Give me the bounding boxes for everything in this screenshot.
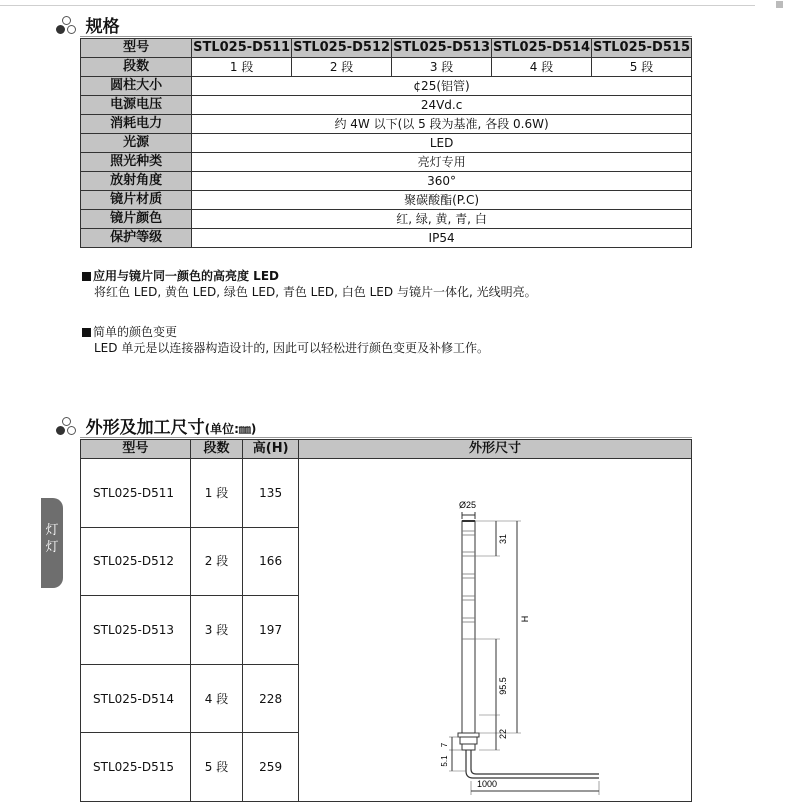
dim-tiers-header: 段数 [190, 440, 243, 459]
spec-model-cell: STL025-D514 [492, 39, 592, 58]
dim-tiers-cell: 5 段 [190, 733, 243, 802]
spec-row [81, 134, 692, 153]
spec-row [81, 210, 692, 229]
spec-row-label: 光源 [81, 134, 192, 153]
spec-title-rule [80, 36, 692, 37]
spec-row-label: 圆柱大小 [81, 77, 192, 96]
spec-header-row [81, 39, 692, 58]
feature-heading: 简单的颜色变更 [82, 324, 489, 340]
spec-row-label: 放射角度 [81, 172, 192, 191]
drawing-cell [298, 459, 691, 802]
dim-unit: (单位:㎜) [204, 422, 257, 436]
spec-row-value: ¢25(铝管) [192, 77, 692, 96]
dim-section-title: 外形及加工尺寸(单位:㎜) [54, 413, 256, 438]
dim-height-cell: 259 [243, 733, 299, 802]
spec-row-label: 消耗电力 [81, 115, 192, 134]
spec-tiers-row [81, 58, 692, 77]
dimension-table [80, 439, 692, 802]
spec-tier-cell: 3 段 [392, 58, 492, 77]
dim-height-cell: 228 [243, 664, 299, 733]
side-tab: 灯 灯 [41, 498, 63, 588]
spec-tier-cell: 5 段 [592, 58, 692, 77]
spec-row-value: 聚碳酸酯(P.C) [192, 191, 692, 210]
spec-row-label: 保护等级 [81, 229, 192, 248]
spec-tier-cell: 4 段 [492, 58, 592, 77]
spec-table [80, 38, 692, 248]
spec-row-label: 段数 [81, 58, 192, 77]
spec-row-value: 24Vd.c [192, 96, 692, 115]
dim-model-cell: STL025-D511 [81, 459, 191, 528]
feature-body: 将红色 LED, 黄色 LED, 绿色 LED, 青色 LED, 白色 LED 与镜片一体化, 光线明亮。 [94, 285, 537, 299]
dim-height-header: 高(H) [243, 440, 299, 459]
spec-row [81, 77, 692, 96]
dim-height-cell: 135 [243, 459, 299, 528]
spec-row-label: 镜片材质 [81, 191, 192, 210]
feature-heading: 应用与镜片同一颜色的高亮度 LED [82, 268, 537, 284]
spec-row [81, 96, 692, 115]
base-flange [458, 733, 479, 737]
dim-model-cell: STL025-D515 [81, 733, 191, 802]
spec-row-label: 电源电压 [81, 96, 192, 115]
bend-height-label: 5.1 [439, 755, 449, 767]
square-bullet-icon [82, 272, 91, 281]
spec-row [81, 229, 692, 248]
spec-model-cell: STL025-D515 [592, 39, 692, 58]
cable-length-label: 1000 [476, 779, 497, 789]
dim-height-cell: 166 [243, 527, 299, 596]
circles-icon [54, 16, 80, 36]
feature-block [82, 268, 537, 300]
dim-model-cell: STL025-D514 [81, 664, 191, 733]
total-height-label: H [519, 615, 530, 623]
circles-icon [54, 417, 80, 437]
spec-row-value: LED [192, 134, 692, 153]
spec-tier-cell: 1 段 [192, 58, 292, 77]
square-bullet-icon [82, 328, 91, 337]
spec-section-title: 规格 [54, 12, 120, 37]
nut [460, 737, 477, 744]
spec-row-value: 红, 绿, 黄, 青, 白 [192, 210, 692, 229]
dim-model-header: 型号 [81, 440, 191, 459]
spec-model-cell: STL025-D512 [292, 39, 392, 58]
dim-model-cell: STL025-D512 [81, 527, 191, 596]
table-row [81, 459, 692, 528]
outline-drawing [299, 459, 691, 801]
dim-model-cell: STL025-D513 [81, 596, 191, 665]
top-rule [0, 5, 755, 6]
dim-height-cell: 197 [243, 596, 299, 665]
diameter-label: Ø25 [458, 500, 476, 510]
spec-row-value: 亮灯专用 [192, 153, 692, 172]
dim-tiers-cell: 2 段 [190, 527, 243, 596]
spec-row-value: IP54 [192, 229, 692, 248]
spec-row-label: 镜片颜色 [81, 210, 192, 229]
spec-tier-cell: 2 段 [292, 58, 392, 77]
feature-body: LED 单元是以连接器构造设计的, 因此可以轻松进行颜色变更及补修工作。 [94, 341, 489, 355]
dim-title-rule [80, 437, 692, 438]
spec-row-value: 约 4W 以下(以 5 段为基准, 各段 0.6W) [192, 115, 692, 134]
feature-block [82, 324, 489, 356]
mount-height-label: 22 [497, 728, 508, 740]
spec-model-cell: STL025-D511 [192, 39, 292, 58]
spec-row [81, 153, 692, 172]
nut-height-label: 7 [439, 742, 449, 748]
spec-row [81, 172, 692, 191]
spec-row-value: 360° [192, 172, 692, 191]
tier-seams [462, 531, 475, 639]
tier-height-label: 31 [497, 533, 508, 545]
dim-tiers-cell: 3 段 [190, 596, 243, 665]
spec-row [81, 191, 692, 210]
column-body [462, 521, 475, 733]
base-height-label: 95.5 [497, 677, 508, 695]
dim-header-row [81, 440, 692, 459]
spec-row [81, 115, 692, 134]
dim-drawing-header: 外形尺寸 [298, 440, 691, 459]
spec-row-label: 照光种类 [81, 153, 192, 172]
dim-tiers-cell: 4 段 [190, 664, 243, 733]
dim-tiers-cell: 1 段 [190, 459, 243, 528]
corner-mark [776, 1, 783, 8]
spec-model-cell: STL025-D513 [392, 39, 492, 58]
spec-model-label: 型号 [81, 39, 192, 58]
